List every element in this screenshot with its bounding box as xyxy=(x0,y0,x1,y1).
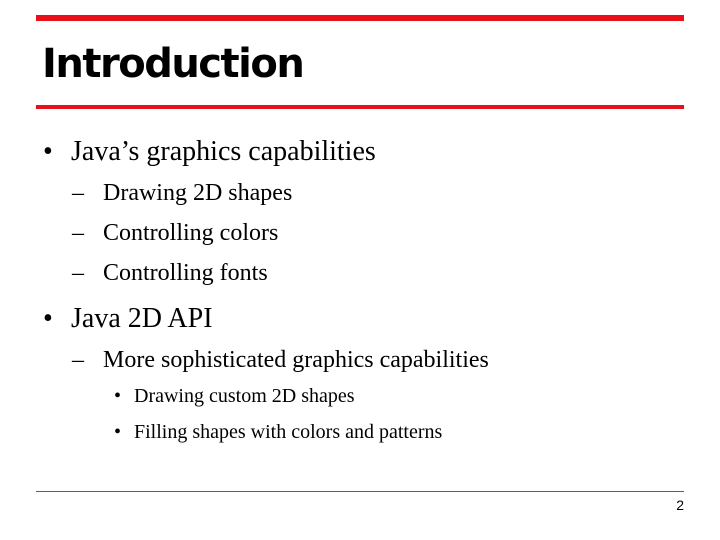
sub-bullet-text: More sophisticated graphics capabilities xyxy=(103,347,489,373)
slide-title: Introduction xyxy=(42,41,304,87)
footer-rule xyxy=(36,491,684,492)
bullet-marker: • xyxy=(43,136,53,167)
bullet-text: Java’s graphics capabilities xyxy=(71,136,376,167)
dash-marker: – xyxy=(72,220,84,246)
sub-sub-bullet-text: Filling shapes with colors and patterns xyxy=(134,421,443,443)
sub-bullet-text: Controlling fonts xyxy=(103,260,268,286)
title-top-rule xyxy=(36,15,684,21)
sub-bullet-controlling-fonts xyxy=(72,259,268,287)
sub-sub-bullet-custom-shapes xyxy=(114,384,355,408)
title-bottom-rule xyxy=(36,105,684,109)
bullet-marker: • xyxy=(114,421,122,443)
bullet-text: Java 2D API xyxy=(71,303,213,334)
sub-sub-bullet-text: Drawing custom 2D shapes xyxy=(134,385,355,407)
sub-bullet-text: Controlling colors xyxy=(103,220,279,246)
page-number: 2 xyxy=(676,497,684,513)
dash-marker: – xyxy=(72,347,84,373)
bullet-marker: • xyxy=(43,303,53,334)
sub-bullet-text: Drawing 2D shapes xyxy=(103,180,293,206)
bullet-java-graphics xyxy=(43,136,376,168)
sub-bullet-controlling-colors xyxy=(72,219,278,247)
sub-bullet-drawing-shapes xyxy=(72,179,292,207)
sub-bullet-sophisticated-capabilities xyxy=(72,346,489,374)
dash-marker: – xyxy=(72,260,84,286)
sub-sub-bullet-filling-shapes xyxy=(114,420,442,444)
bullet-marker: • xyxy=(114,385,122,407)
bullet-java-2d-api xyxy=(43,303,213,335)
dash-marker: – xyxy=(72,180,84,206)
